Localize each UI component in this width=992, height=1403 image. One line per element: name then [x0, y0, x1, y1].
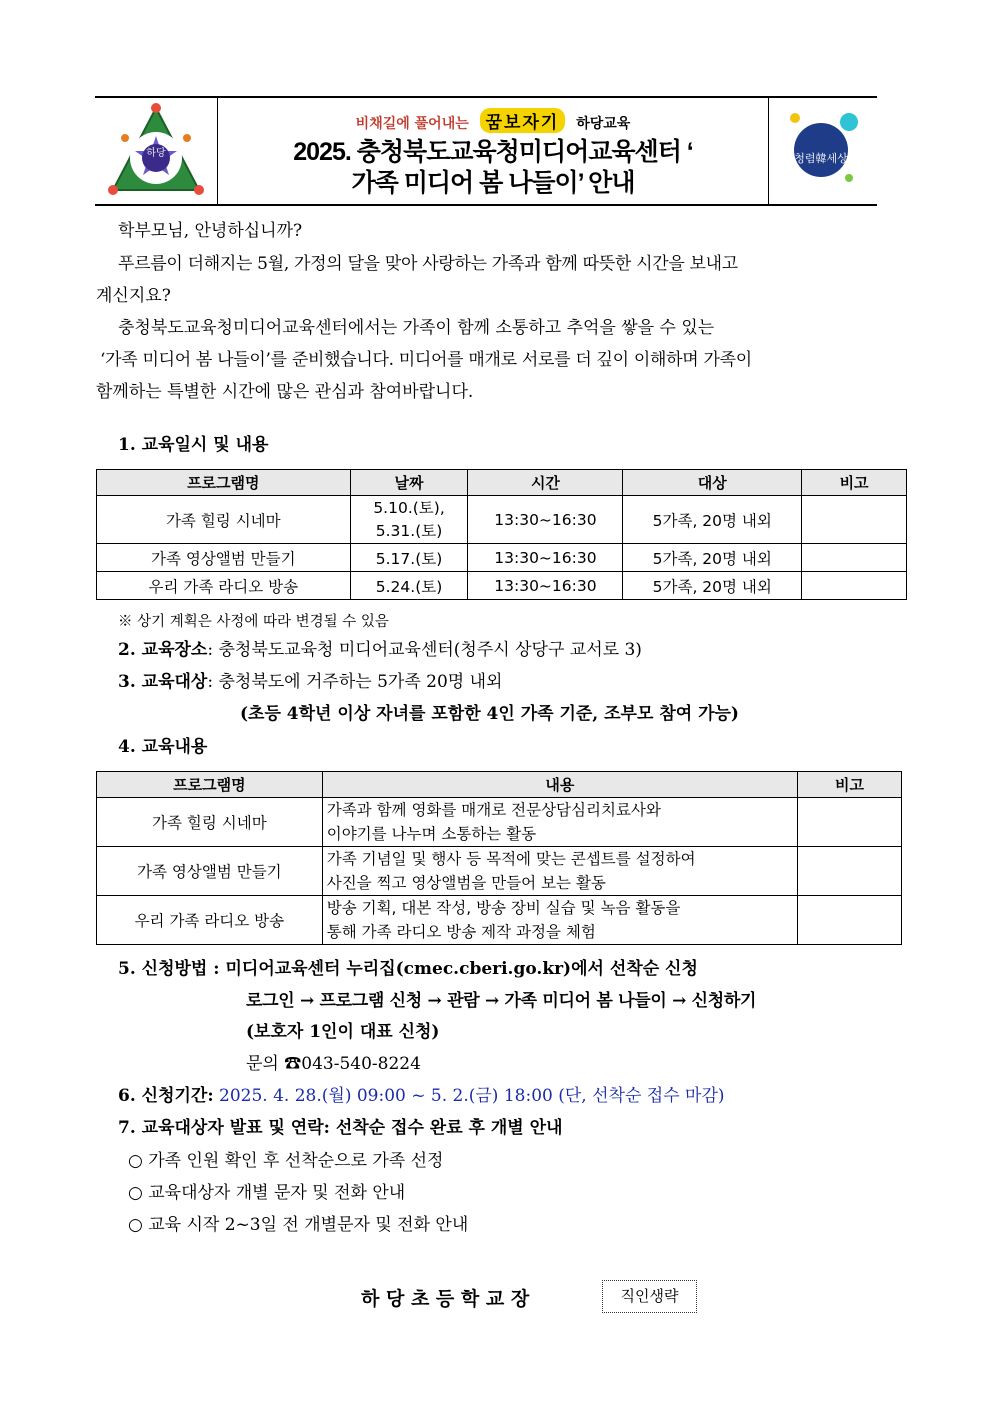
- section5-line3: (보호자 1인이 대표 신청): [246, 1022, 440, 1042]
- column-header: 프로그램명: [97, 772, 323, 798]
- document-header: [95, 96, 877, 206]
- intro-greeting: 학부모님, 안녕하십니까?: [118, 221, 303, 241]
- table-row: [97, 496, 907, 544]
- column-header: 비고: [798, 772, 902, 798]
- stamp-omitted-box: 직인생략: [602, 1280, 697, 1313]
- target-cell: 5가족, 20명 내외: [623, 496, 802, 544]
- section2-value: : 충청북도교육청 미디어교육센터(청주시 상당구 교서로 3): [207, 640, 642, 660]
- target-cell: 5가족, 20명 내외: [623, 572, 802, 600]
- section5: [118, 958, 698, 980]
- note-cell: [802, 544, 907, 572]
- content-cell: [322, 896, 797, 945]
- program-cell: 우리 가족 라디오 방송: [97, 572, 351, 600]
- section2: [118, 639, 642, 661]
- section1-heading: 1. 교육일시 및 내용: [118, 435, 269, 455]
- tagline-brand: 꿈보자기: [480, 108, 566, 133]
- column-header: 프로그램명: [97, 470, 351, 496]
- section6: [118, 1085, 725, 1107]
- intro-p3-line1: 충청북도교육청미디어교육센터에서는 가족이 함께 소통하고 추억을 쌓을 수 있는: [118, 318, 715, 338]
- tagline-suffix: 하당교육: [576, 116, 631, 132]
- intro-p3-line3: 함께하는 특별한 시간에 많은 관심과 참여바랍니다.: [96, 382, 474, 402]
- date-line: 5.10.(토),: [373, 498, 445, 517]
- date-line: 5.31.(토): [375, 521, 443, 540]
- content-line: 가족 기념일 및 행사 등 목적에 맞는 콘셉트를 설정하여: [326, 850, 696, 868]
- document-title-line2: 가족 미디어 봄 나들이’ 안내: [351, 169, 635, 197]
- note-cell: [802, 572, 907, 600]
- integrity-emblem-icon: [769, 98, 877, 204]
- content-cell: [322, 847, 797, 896]
- table-row: [97, 798, 902, 847]
- content-line: 가족과 함께 영화를 매개로 전문상담심리치료사와: [326, 801, 661, 819]
- time-cell: 13:30~16:30: [468, 544, 623, 572]
- section5-line1: 미디어교육센터 누리집(cmec.cberi.go.kr)에서 선착순 신청: [225, 959, 698, 979]
- list-item: ○ 교육대상자 개별 문자 및 전화 안내: [128, 1183, 406, 1203]
- program-cell: 우리 가족 라디오 방송: [97, 896, 323, 945]
- header-title-block: [218, 98, 768, 204]
- section3-value: : 충청북도에 거주하는 5가족 20명 내외: [207, 672, 503, 692]
- table-row: [97, 847, 902, 896]
- section5-line2: 로그인 → 프로그램 신청 → 관람 → 가족 미디어 봄 나들이 → 신청하기: [246, 991, 757, 1011]
- section3-label: 3. 교육대상: [118, 672, 208, 692]
- section5-label: 5. 신청방법 :: [118, 959, 220, 979]
- date-cell: [350, 496, 468, 544]
- note-cell: [802, 496, 907, 544]
- date-cell: 5.17.(토): [350, 544, 468, 572]
- column-header: 시간: [468, 470, 623, 496]
- tagline-prefix: 비채길에 풀어내는: [355, 116, 469, 132]
- content-table-header: [97, 772, 902, 798]
- section3: [118, 671, 502, 693]
- intro-p3-line2: ‘가족 미디어 봄 나들이’를 준비했습니다. 미디어를 매개로 서로를 더 깊이 이해하며 가족이: [100, 350, 752, 370]
- integrity-logo-text: 청렴韓세상: [794, 152, 848, 165]
- column-header: 대상: [623, 470, 802, 496]
- column-header: 날짜: [350, 470, 468, 496]
- table-row: [97, 896, 902, 945]
- content-cell: [322, 798, 797, 847]
- content-line: 방송 기획, 대본 작성, 방송 장비 실습 및 녹음 활동을: [326, 899, 681, 917]
- time-cell: 13:30~16:30: [468, 572, 623, 600]
- content-table: [96, 771, 902, 945]
- intro-p2-line2: 계신지요?: [96, 286, 171, 306]
- school-logo-text: 하당: [146, 148, 166, 159]
- table-row: [97, 572, 907, 600]
- content-line: 사진을 찍고 영상앨범을 만들어 보는 활동: [326, 874, 606, 892]
- column-header: 비고: [802, 470, 907, 496]
- schedule-table-header: [97, 470, 907, 496]
- signer: 하 당 초 등 학 교 장: [361, 1288, 530, 1310]
- note-cell: [798, 847, 902, 896]
- target-cell: 5가족, 20명 내외: [623, 544, 802, 572]
- school-logo: [95, 98, 218, 204]
- program-cell: 가족 영상앨범 만들기: [97, 544, 351, 572]
- content-line: 통해 가족 라디오 방송 제작 과정을 체험: [326, 923, 596, 941]
- list-item: ○ 교육 시작 2~3일 전 개별문자 및 전화 안내: [128, 1215, 469, 1235]
- program-cell: 가족 영상앨범 만들기: [97, 847, 323, 896]
- section7-heading: 7. 교육대상자 발표 및 연락: 선착순 접수 완료 후 개별 안내: [118, 1118, 563, 1138]
- note-cell: [798, 798, 902, 847]
- tagline: [218, 108, 768, 133]
- program-cell: 가족 힐링 시네마: [97, 798, 323, 847]
- section5-contact: 문의 ☎043-540-8224: [246, 1054, 421, 1074]
- section3-sub: (초등 4학년 이상 자녀를 포함한 4인 가족 기준, 조부모 참여 가능): [240, 704, 739, 724]
- schedule-table: [96, 469, 907, 600]
- document-title-line1: 2025. 충청북도교육청미디어교육센터 ‘: [293, 138, 693, 166]
- section2-label: 2. 교육장소: [118, 640, 208, 660]
- list-item: ○ 가족 인원 확인 후 선착순으로 가족 선정: [128, 1151, 444, 1171]
- section6-value: 2025. 4. 28.(월) 09:00 ~ 5. 2.(금) 18:00 (단, 선착순 접수 마감): [219, 1086, 725, 1106]
- table-row: [97, 544, 907, 572]
- intro-p2-line1: 푸르름이 더해지는 5월, 가정의 달을 맞아 사랑하는 가족과 함께 따뜻한 시간을 보내고: [118, 254, 738, 274]
- time-cell: 13:30~16:30: [468, 496, 623, 544]
- schedule-footnote: ※ 상기 계획은 사정에 따라 변경될 수 있음: [118, 614, 389, 630]
- date-cell: 5.24.(토): [350, 572, 468, 600]
- program-cell: 가족 힐링 시네마: [97, 496, 351, 544]
- section4-heading: 4. 교육내용: [118, 737, 208, 757]
- note-cell: [798, 896, 902, 945]
- column-header: 내용: [322, 772, 797, 798]
- section6-label: 6. 신청기간:: [118, 1086, 214, 1106]
- content-line: 이야기를 나누며 소통하는 활동: [326, 825, 537, 843]
- integrity-logo: [768, 98, 877, 204]
- school-emblem-icon: [95, 98, 217, 204]
